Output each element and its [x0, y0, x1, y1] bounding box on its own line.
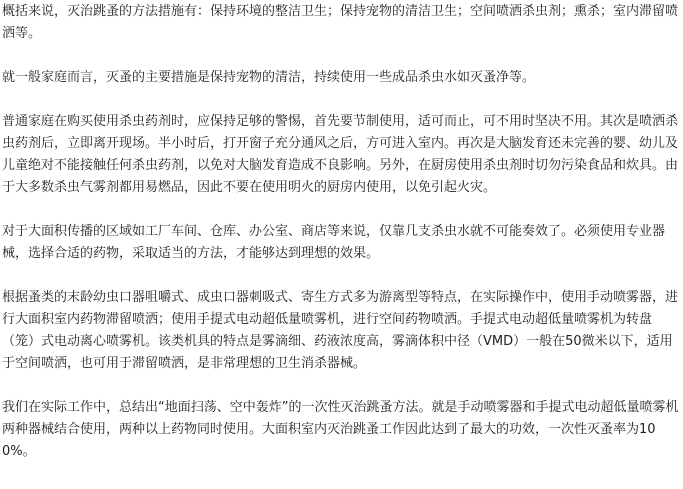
article-body — [2, 0, 680, 485]
paragraph-insecticide-safety: 普通家庭在购买使用杀虫药剂时，应保持足够的警惕，首先要节制使用，适可而止，可不用时坚决不用。其次是喷洒杀虫药剂后，立即离开现场。半小时后，打开窗子充分通风之后，方可进入室内。再次是大脑发育还未完善的婴、幼儿及儿童绝对不能接触任何杀虫药剂，以免对大脑发育造成不良影响。另外，在厨房使用杀虫剂时切勿污染食品和炊具。由于大多数杀虫气雾剂都用易燃品，因此不要在使用明火的厨房内使用，以免引起火灾。 — [2, 114, 679, 195]
paragraph-household-measures: 就一般家庭而言，灭蚤的主要措施是保持宠物的清洁，持续使用一些成品杀虫水如灭蚤净等。 — [2, 70, 536, 85]
paragraph-methods-summary: 概括来说，灭治跳蚤的方法措施有：保持环境的整洁卫生；保持宠物的清洁卫生；空间喷洒杀虫剂；熏杀；室内滞留喷洒等。 — [2, 4, 679, 41]
paragraph-spraying-equipment: 根据蚤类的末龄幼虫口器咀嚼式、成虫口器刺吸式、寄生方式多为游离型等特点，在实际操作中，使用手动喷雾器，进行大面积室内药物滞留喷洒；使用手提式电动超低量喷雾机，进行空间药物喷洒。手提式电动超低量喷雾机为转盘（笼）式电动离心喷雾机。该类机具的特点是雾滴细、药液浓度高，雾滴体积中径（VMD）一般在50微米以下，适用于空间喷洒，也可用于滞留喷洒，是非常理想的卫生消杀器械。 — [2, 290, 679, 371]
paragraph-large-area: 对于大面积传播的区域如工厂车间、仓库、办公室、商店等来说，仅靠几支杀虫水就不可能奏效了。必须使用专业器械，选择合适的药物，采取适当的方法，才能够达到理想的效果。 — [2, 224, 666, 261]
paragraph-combined-method: 我们在实际工作中，总结出“地面扫荡、空中轰炸”的一次性灭治跳蚤方法。就是手动喷雾器和手提式电动超低量喷雾机两种器械结合使用，两种以上药物同时使用。大面积室内灭治跳蚤工作因此达到了最大的功效，一次性灭蚤率为100%。 — [2, 400, 679, 459]
